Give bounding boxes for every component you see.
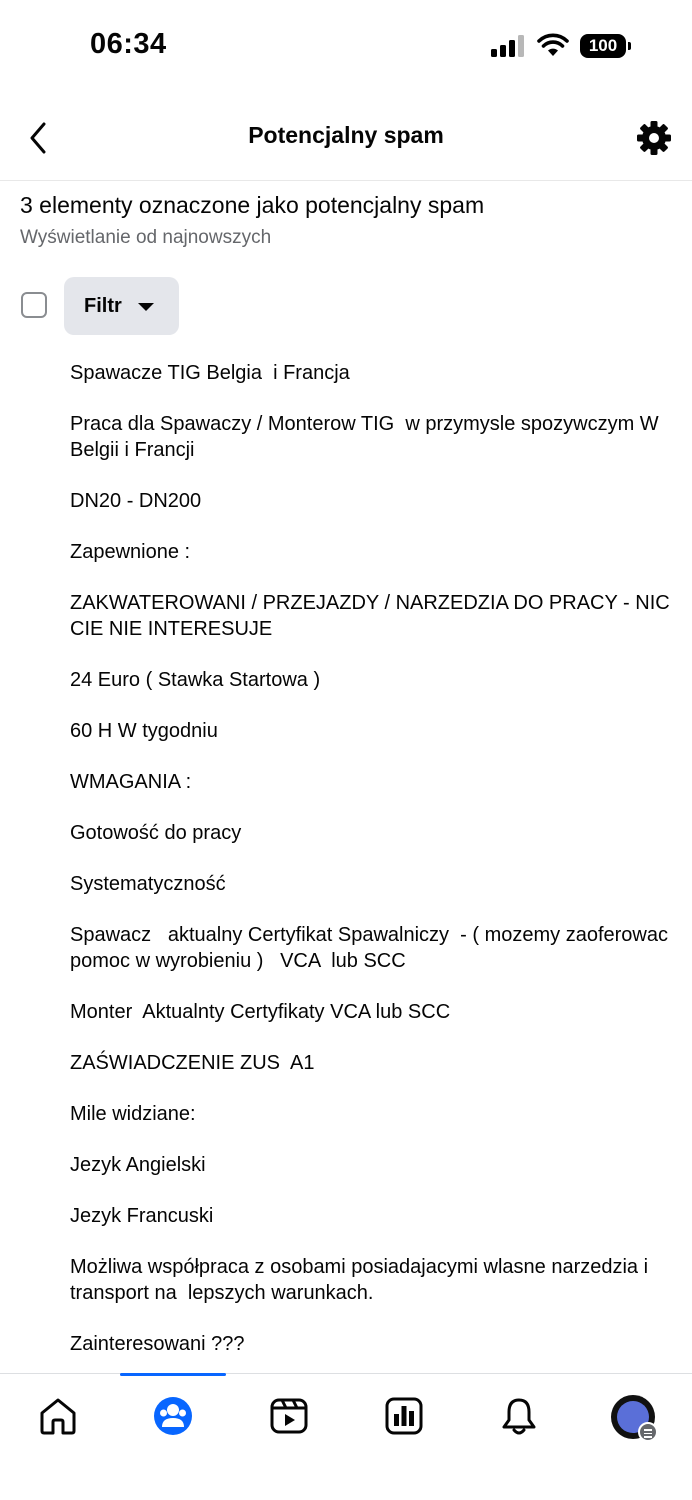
- bottom-nav: [0, 1373, 692, 1500]
- battery-icon: 100: [580, 34, 626, 58]
- status-time: 06:34: [90, 28, 167, 60]
- post-line: 24 Euro ( Stawka Startowa ): [70, 669, 321, 691]
- signal-icon: [491, 35, 527, 57]
- insights-icon[interactable]: [382, 1394, 426, 1438]
- post-line: Mile widziane:: [70, 1103, 196, 1125]
- page-title: Potencjalny spam: [248, 122, 444, 148]
- summary-title: 3 elementy oznaczone jako potencjalny spam: [20, 192, 485, 218]
- menu-icon: [638, 1422, 658, 1442]
- battery-tip: [628, 42, 631, 50]
- post-line: Systematyczność: [70, 873, 226, 895]
- post-line: DN20 - DN200: [70, 490, 202, 512]
- header: [0, 100, 692, 181]
- caret-down-icon: [138, 303, 154, 311]
- status-bar: [0, 0, 692, 92]
- post-line: Zainteresowani ???: [70, 1333, 245, 1355]
- post-line: Spawacz aktualny Certyfikat Spawalniczy - ( mozemy zaoferowac pomoc w wyrobieniu ) VCA lub SCC: [70, 924, 674, 972]
- filter-button[interactable]: [64, 277, 179, 335]
- select-all-checkbox[interactable]: [21, 292, 47, 318]
- post-line: Zapewnione :: [70, 541, 191, 563]
- filter-label: Filtr: [84, 294, 122, 317]
- post-line: WMAGANIA :: [70, 771, 192, 793]
- post-content: [70, 360, 676, 1382]
- home-icon[interactable]: [36, 1394, 80, 1438]
- active-tab-indicator: [120, 1373, 226, 1376]
- post-line: Możliwa współpraca z osobami posiadajacymi wlasne narzedzia i transport na lepszych warunkach.: [70, 1256, 660, 1304]
- wifi-icon: [537, 33, 569, 57]
- post-line: Spawacze TIG Belgia i Francja: [70, 362, 350, 384]
- video-icon[interactable]: [267, 1394, 311, 1438]
- post-line: Monter Aktualnty Certyfikaty VCA lub SCC: [70, 1001, 451, 1023]
- post-line: ZAKWATEROWANI / PRZEJAZDY / NARZEDZIA DO PRACY - NIC CIE NIE INTERESUJE: [70, 592, 676, 640]
- gear-icon[interactable]: [636, 120, 672, 156]
- post-line: ZAŚWIADCZENIE ZUS A1: [70, 1052, 315, 1074]
- post-line: Jezyk Angielski: [70, 1154, 206, 1176]
- sort-description: Wyświetlanie od najnowszych: [20, 227, 272, 248]
- profile-avatar[interactable]: [611, 1395, 655, 1439]
- groups-icon[interactable]: [151, 1394, 195, 1438]
- post-line: 60 H W tygodniu: [70, 720, 218, 742]
- post-line: Jezyk Francuski: [70, 1205, 214, 1227]
- post-line: Praca dla Spawaczy / Monterow TIG w przymysle spozywczym W Belgii i Francji: [70, 413, 665, 461]
- post-line: Gotowość do pracy: [70, 822, 242, 844]
- notifications-icon[interactable]: [497, 1394, 541, 1438]
